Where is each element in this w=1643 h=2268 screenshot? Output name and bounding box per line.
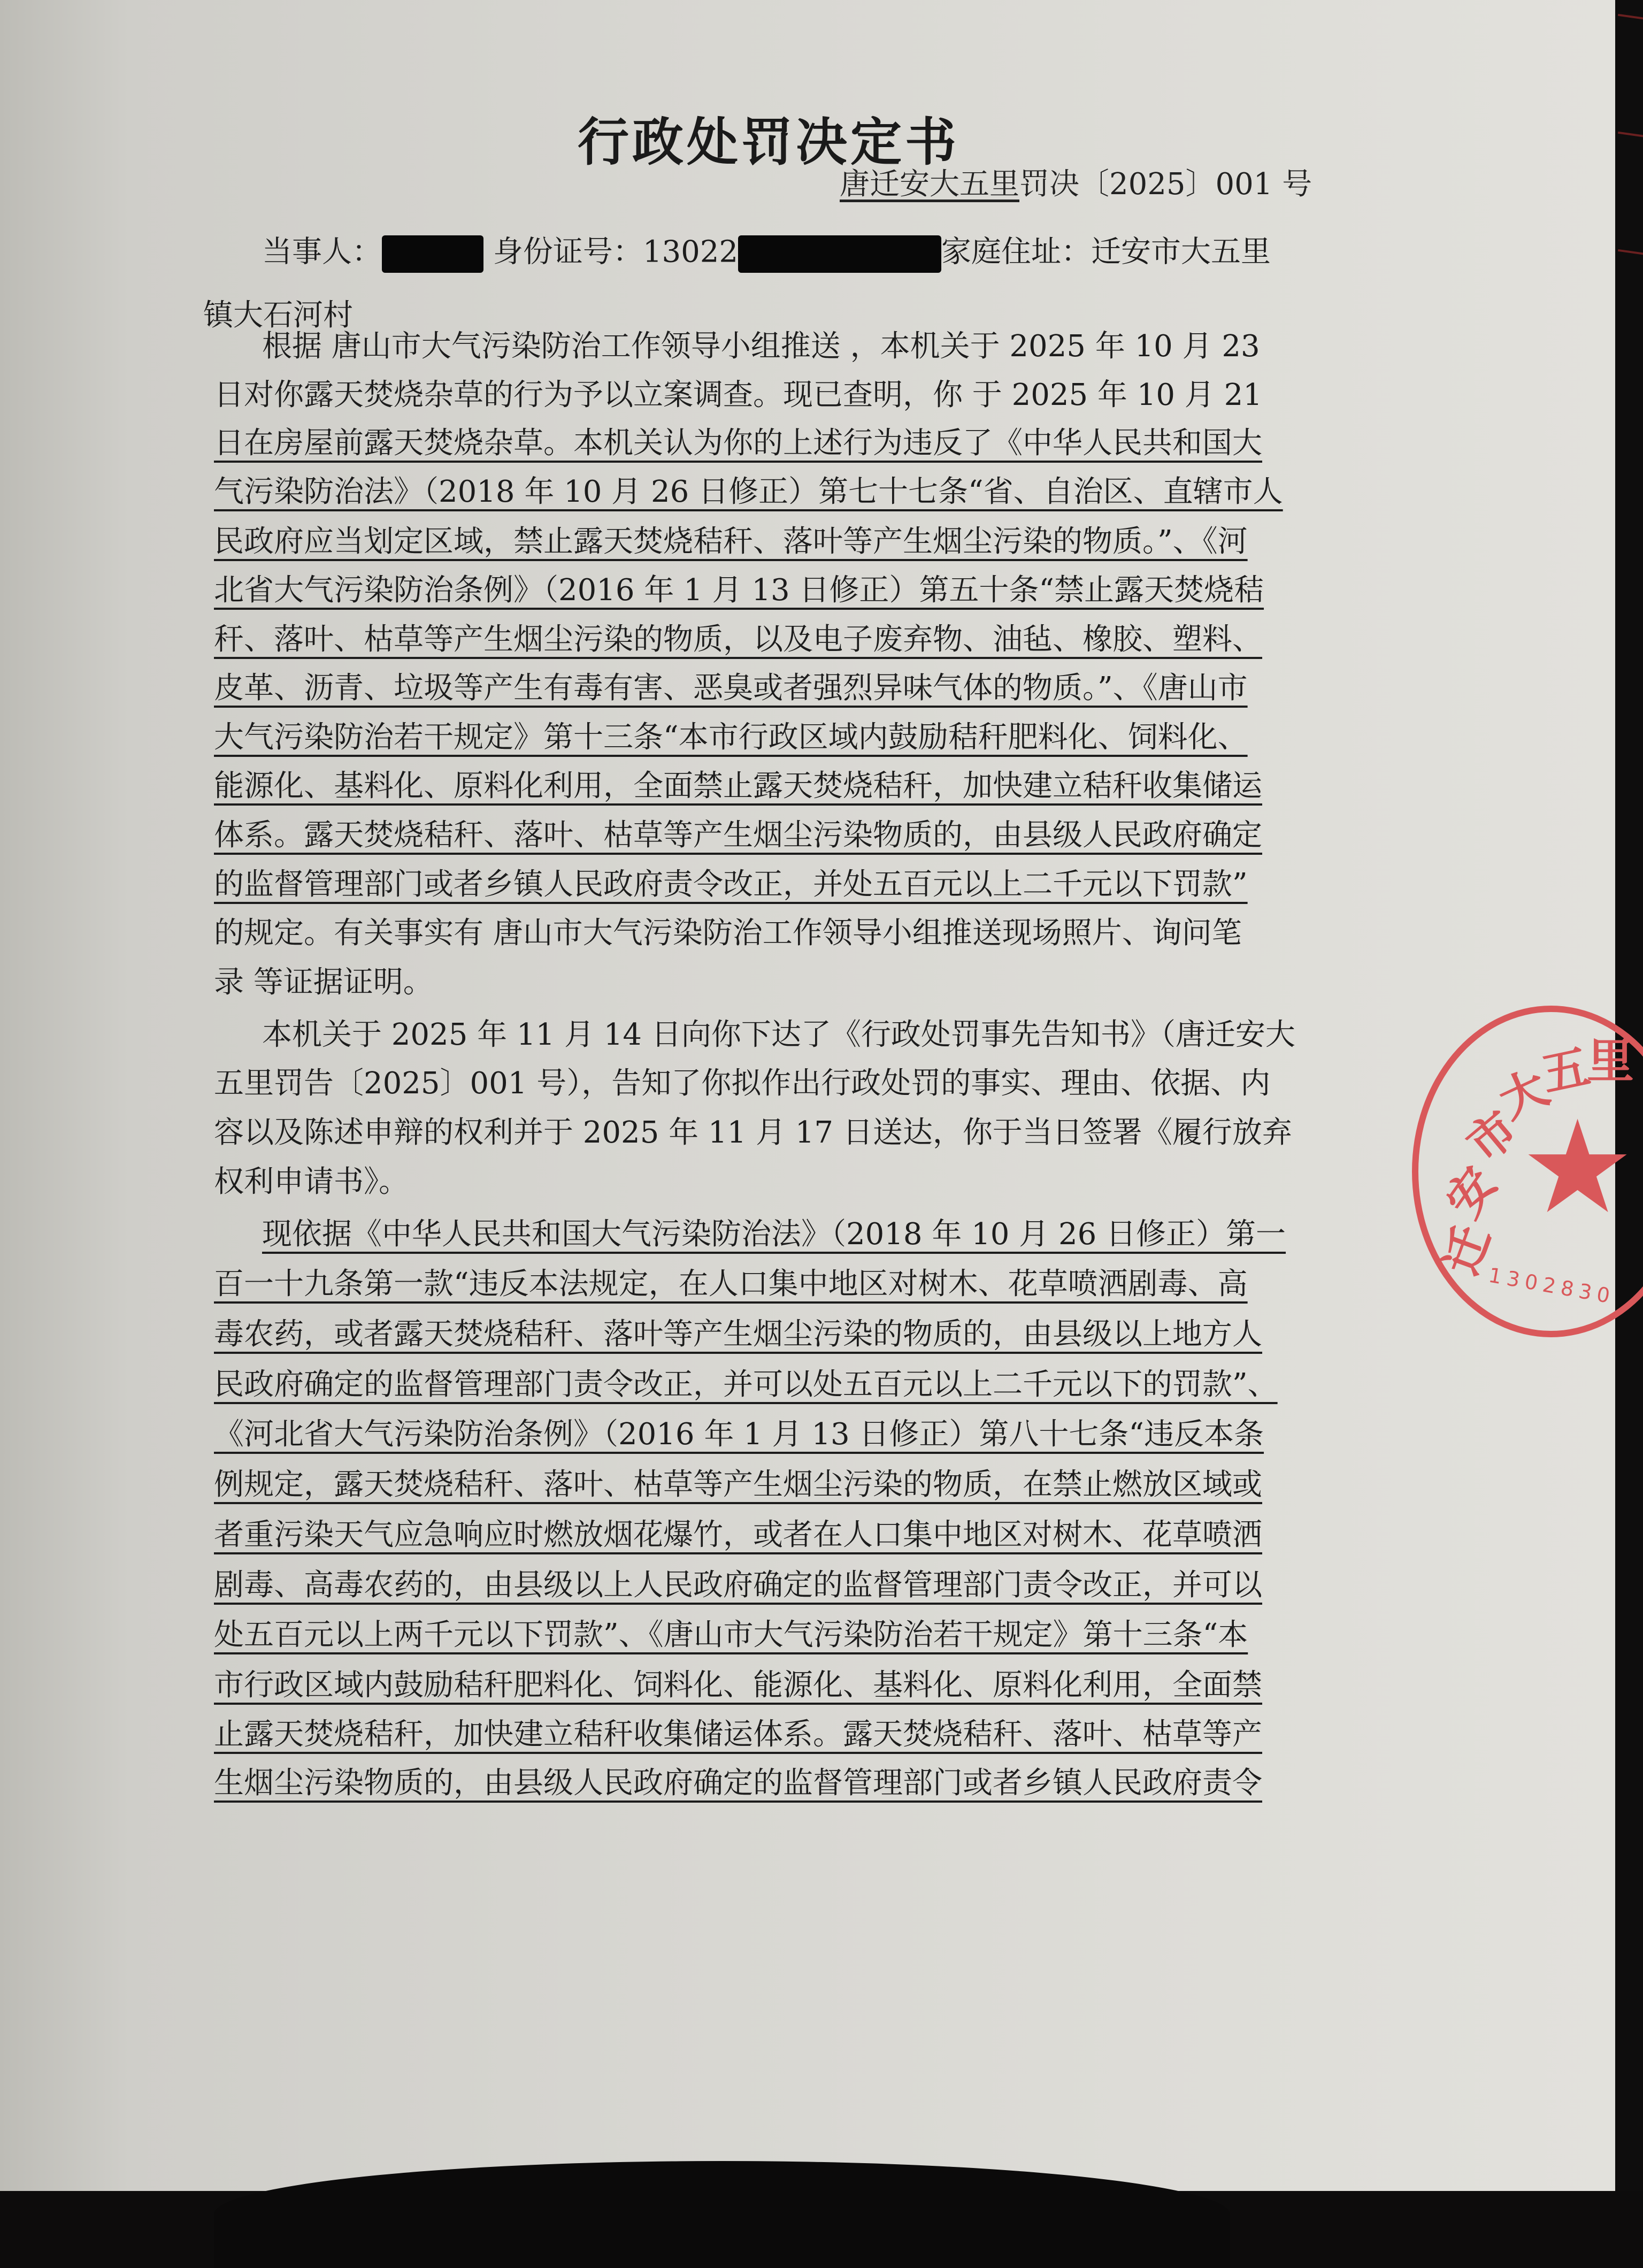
party-label: 当事人： <box>262 234 382 270</box>
hand-shadow <box>214 2161 1230 2268</box>
body-line: 《河北省大气污染防治条例》（2016 年 1 月 13 日修正）第八十七条“违反本条 <box>214 1417 1264 1452</box>
body-line: 剧毒、高毒农药的，由县级以上人民政府确定的监督管理部门责令改正，并可以 <box>214 1567 1262 1603</box>
body-line: 生烟尘污染物质的，由县级人民政府确定的监督管理部门或者乡镇人民政府责令 <box>214 1766 1262 1801</box>
address-line2: 镇大石河村 <box>203 298 353 333</box>
address-label: 家庭住址： <box>941 234 1091 270</box>
seal-char: 迁 <box>1432 1218 1501 1282</box>
body-line: 处五百元以上两千元以下罚款”、《唐山市大气污染防治若干规定》第十三条“本 <box>214 1618 1248 1653</box>
doc-number-issuer: 唐迁安大五里 <box>840 167 1019 202</box>
body-line: 日对你露天焚烧杂草的行为予以立案调查。现已查明，你 于 2025 年 10 月 21 <box>214 377 1262 412</box>
seal-code: 1302830 <box>1486 1263 1617 1309</box>
seal-char: 大 <box>1490 1059 1557 1130</box>
body-line: 权利申请书》。 <box>214 1164 409 1199</box>
body-line: 皮革、沥青、垃圾等产生有毒有害、恶臭或者强烈异味气体的物质。”、《唐山市 <box>214 671 1248 706</box>
body-line: 体系。露天焚烧秸秆、落叶、枯草等产生烟尘污染物质的，由县级人民政府确定 <box>214 818 1262 853</box>
body-line: 的监督管理部门或者乡镇人民政府责令改正，并处五百元以上二千元以下罚款” <box>214 867 1248 902</box>
body-line: 民政府确定的监督管理部门责令改正，并可以处五百元以上二千元以下的罚款”、 <box>214 1367 1278 1402</box>
body-line: 气污染防治法》（2018 年 10 月 26 日修正）第七十七条“省、自治区、直辖市人 <box>214 474 1283 509</box>
address-line1: 迁安市大五里 <box>1091 234 1271 270</box>
body-line: 日在房屋前露天焚烧杂草。本机关认为你的上述行为违反了《中华人民共和国大 <box>214 426 1262 461</box>
body-line: 毒农药，或者露天焚烧秸秆、落叶等产生烟尘污染的物质的，由县级以上地方人 <box>214 1317 1262 1352</box>
body-line: 大气污染防治若干规定》第十三条“本市行政区域内鼓励秸秆肥料化、饲料化、 <box>214 719 1248 755</box>
body-line: 市行政区域内鼓励秸秆肥料化、饲料化、能源化、基料化、原料化利用，全面禁 <box>214 1668 1262 1703</box>
seal-star-icon: ★ <box>1520 1092 1636 1242</box>
doc-number-rest: 罚决〔2025〕001 号 <box>1019 167 1312 202</box>
body-line: 者重污染天气应急响应时燃放烟花爆竹，或者在人口集中地区对树木、花草喷洒 <box>214 1517 1262 1552</box>
body-line: 北省大气污染防治条例》（2016 年 1 月 13 日修正）第五十条“禁止露天焚烧秸 <box>214 573 1264 608</box>
redacted-name <box>382 235 483 273</box>
body-line: 五里罚告〔2025〕001 号），告知了你拟作出行政处罚的事实、理由、依据、内 <box>214 1066 1271 1101</box>
body-line: 止露天焚烧秸秆，加快建立秸秆收集储运体系。露天焚烧秸秆、落叶、枯草等产 <box>214 1717 1262 1752</box>
body-line: 例规定，露天焚烧秸秆、落叶、枯草等产生烟尘污染的物质，在禁止燃放区域或 <box>214 1467 1262 1503</box>
seal-char: 安 <box>1435 1156 1508 1228</box>
id-label: 身份证号： <box>493 234 643 270</box>
body-line: 录 等证据证明。 <box>214 964 433 1000</box>
body-line: 能源化、基料化、原料化利用，全面禁止露天焚烧秸秆，加快建立秸秆收集储运 <box>214 769 1262 804</box>
document-title: 行政处罚决定书 <box>578 112 959 172</box>
body-line: 百一十九条第一款“违反本法规定，在人口集中地区对树木、花草喷洒剧毒、高 <box>214 1267 1248 1302</box>
party-line <box>262 235 1271 273</box>
seal-char: 里 <box>1587 1033 1634 1089</box>
seal-char: 市 <box>1456 1100 1529 1173</box>
seal-char: 五 <box>1537 1038 1595 1102</box>
id-prefix: 13022 <box>642 234 738 270</box>
body-line: 现依据《中华人民共和国大气污染防治法》（2018 年 10 月 26 日修正）第一 <box>262 1216 1286 1252</box>
body-line: 的规定。有关事实有 唐山市大气污染防治工作领导小组推送现场照片、询问笔 <box>214 916 1242 951</box>
redacted-id <box>738 235 941 273</box>
body-line: 本机关于 2025 年 11 月 14 日向你下达了《行政处罚事先告知书》（唐迁安大 <box>262 1017 1295 1052</box>
body-line: 秆、落叶、枯草等产生烟尘污染的物质，以及电子废弃物、油毡、橡胶、塑料、 <box>214 622 1262 657</box>
document-number <box>840 160 1312 203</box>
body-line: 根据 唐山市大气污染防治工作领导小组推送 ，本机关于 2025 年 10 月 23 <box>262 329 1260 364</box>
body-line: 容以及陈述申辩的权利并于 2025 年 11 月 17 日送达，你于当日签署《履行放弃 <box>214 1115 1292 1150</box>
body-line: 民政府应当划定区域，禁止露天焚烧秸秆、落叶等产生烟尘污染的物质。”、《河 <box>214 524 1248 559</box>
